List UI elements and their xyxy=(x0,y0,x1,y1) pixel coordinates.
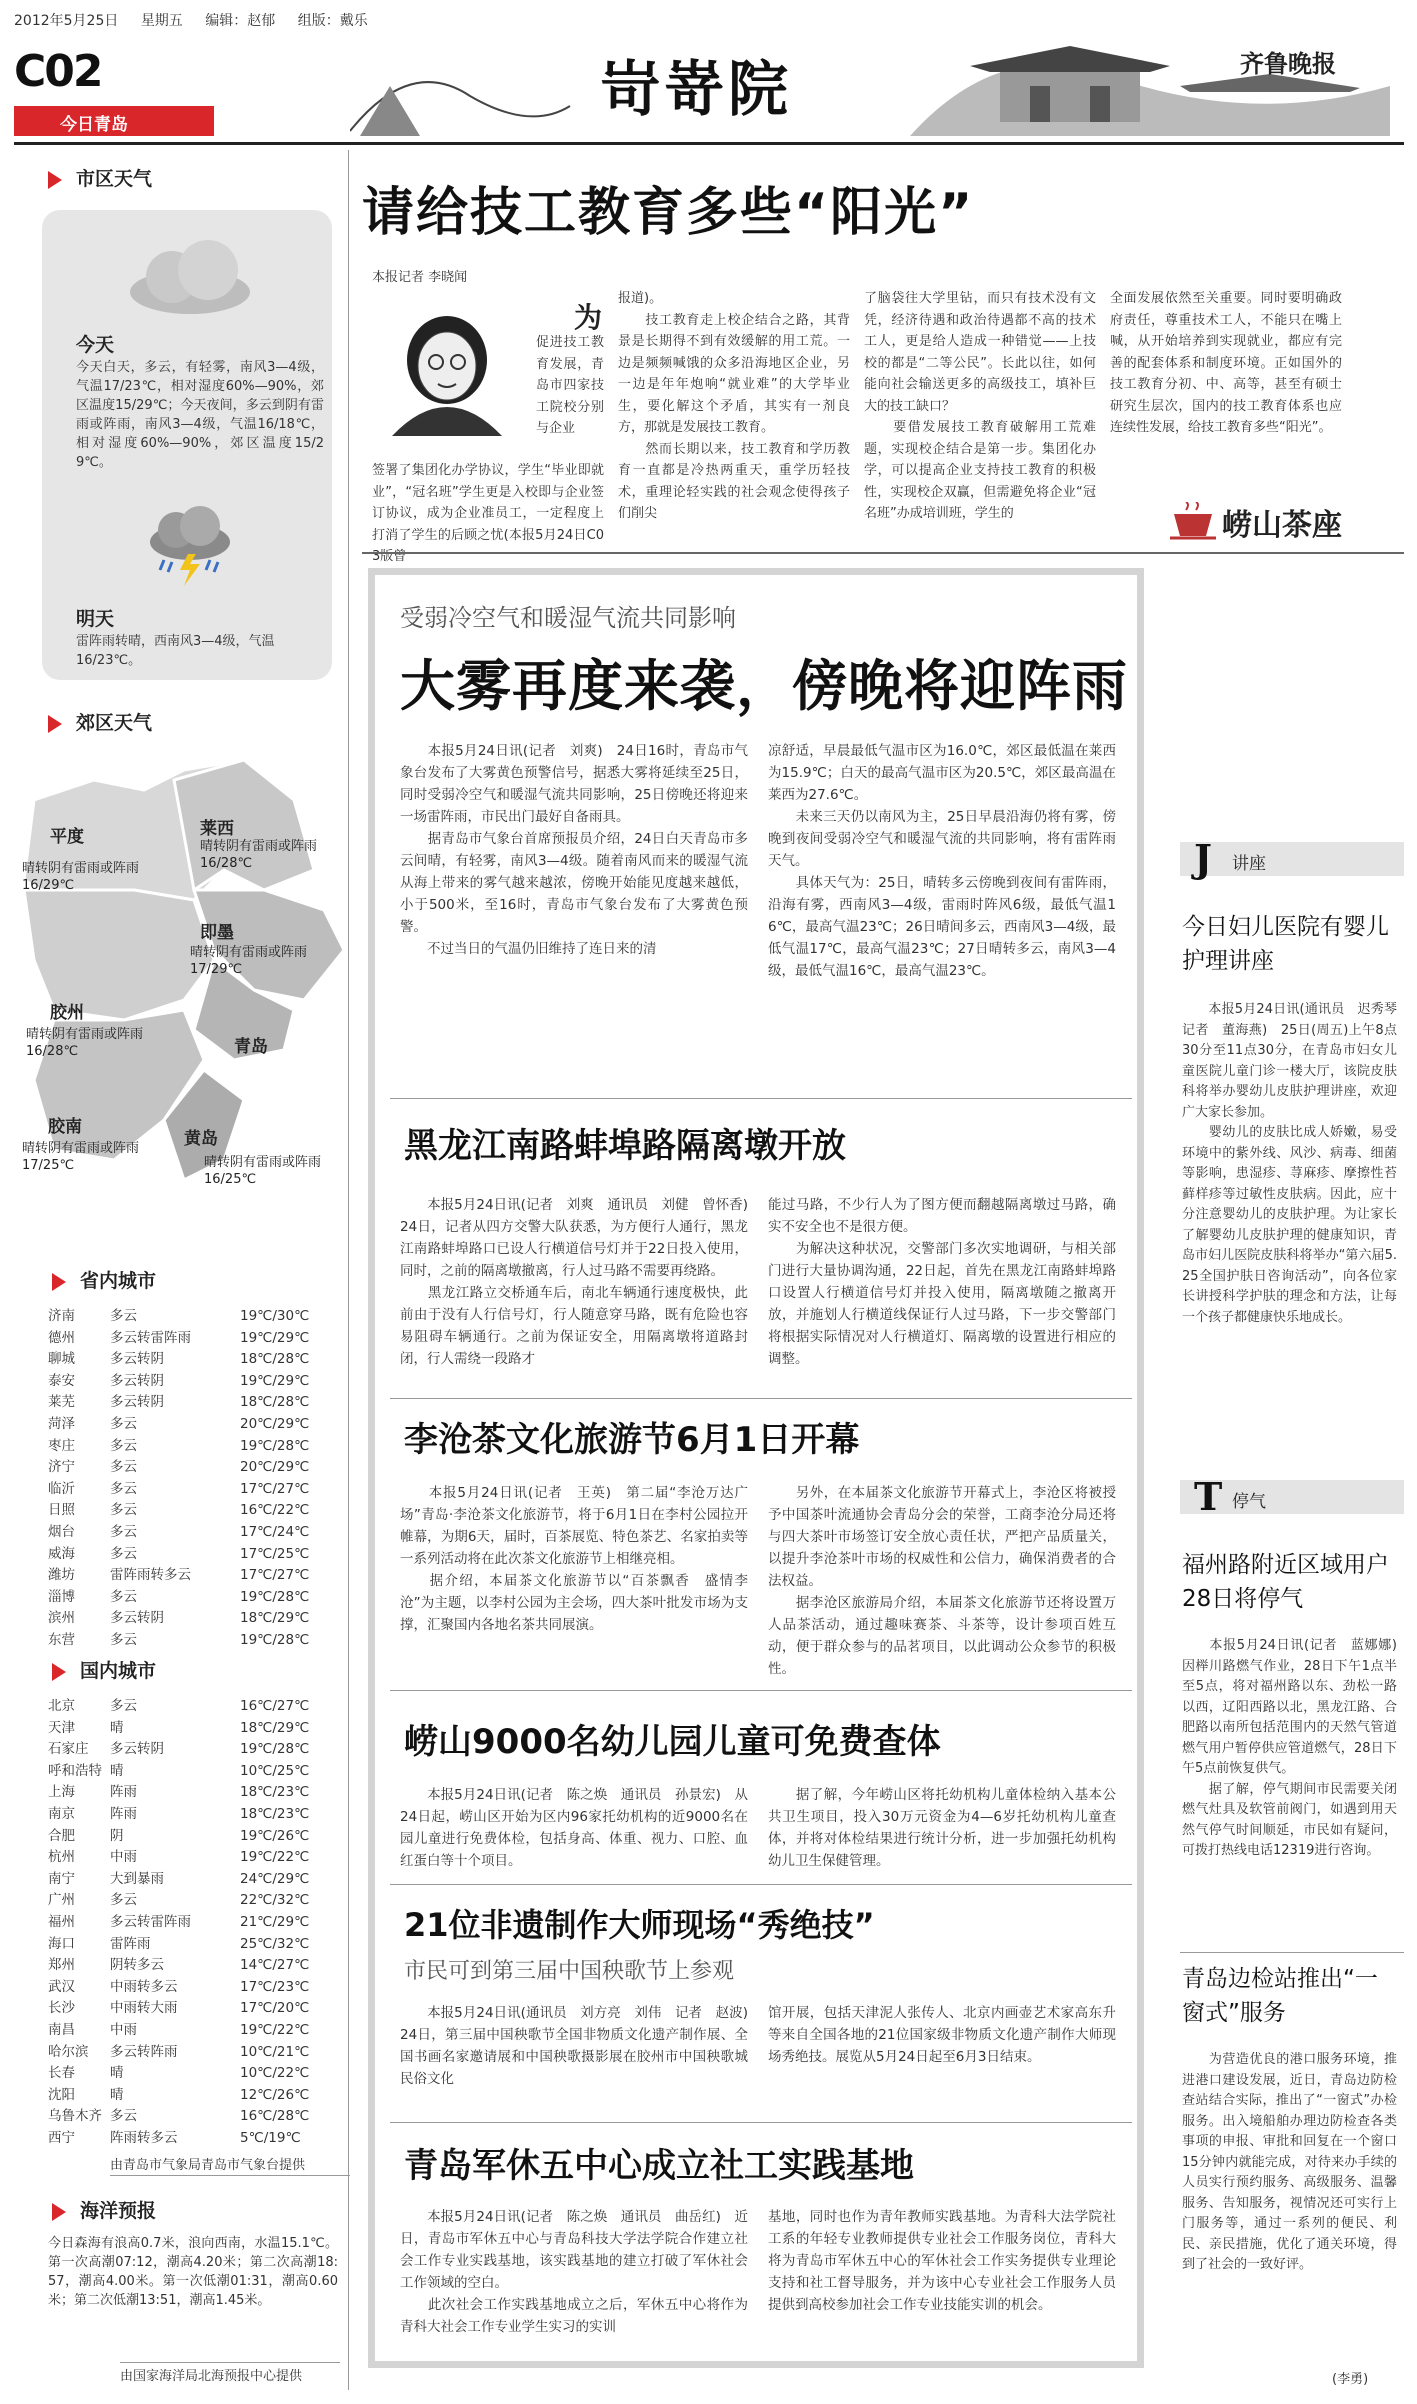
city-weather-row xyxy=(48,1696,338,1718)
city-temperature: 19℃/29℃ xyxy=(240,1329,310,1346)
heritage-subhead: 市民可到第三届中国秧歌节上参观 xyxy=(404,1959,735,1984)
city-name: 聊城 xyxy=(48,1351,75,1368)
city-temperature: 16℃/22℃ xyxy=(240,1502,310,1519)
lead-column-2: 报道)。 技工教育走上校企结合之路，其背景是长期得不到有效缓解的用工荒。一边是频频喊饿的众多沿海地区企业，另一边是年年炮响“就业难”的大学毕业生，要化解这个矛盾，其实有一剂良方，那就是发展技工教育。 然而长期以来，技工教育和学历教育一直都是冷热两重天，重学历轻技术，重理论轻实践的社会观念使得孩子们削尖 xyxy=(618,291,850,521)
city-condition: 多云 xyxy=(110,1892,137,1909)
city-temperature: 17℃/27℃ xyxy=(240,1567,310,1584)
city-temperature: 10℃/25℃ xyxy=(240,1762,310,1779)
reporter-photo xyxy=(372,298,522,436)
map-desc-jiaonan: 晴转阴有雷雨或阵雨 17/25℃ xyxy=(22,1141,140,1173)
city-condition: 多云转阴 xyxy=(110,1351,164,1368)
city-weather-title: 市区天气 xyxy=(48,164,152,191)
arrow-icon xyxy=(52,1663,66,1681)
city-weather-row xyxy=(48,1414,338,1436)
city-weather-row xyxy=(48,1630,338,1652)
city-temperature: 20℃/29℃ xyxy=(240,1459,310,1476)
map-desc-huangdao: 晴转阴有雷雨或阵雨 16/25℃ xyxy=(204,1155,322,1187)
city-name: 乌鲁木齐 xyxy=(48,2108,102,2125)
city-name: 滨州 xyxy=(48,1610,75,1627)
social-column-1: 本报5月24日讯(记者 陈之焕 通讯员 曲岳红) 近日，青岛市军休五中心与青岛科技大学法学院合作建立社会工作专业实践基地，该实践基地的建立打破了军休社会工作领域的空白。 此次社会工作实践基地成立之后，军休五中心将作为青科大社会工作专业学生实习的实训 xyxy=(400,2209,748,2335)
city-condition: 多云 xyxy=(110,1523,137,1540)
city-temperature: 17℃/25℃ xyxy=(240,1545,310,1562)
city-name: 北京 xyxy=(48,1698,75,1714)
city-weather-row xyxy=(48,1436,338,1458)
gas-text: 本报5月24日讯(记者 蓝娜娜) 因榉川路燃气作业，28日下午1点半至5点，将对福州路以东、劲松一路以西，辽阳西路以北，黑龙江路、合肥路以南所包括范围内的天然气管道燃气用户暂停供应管道燃气，28日下午5点前恢复供气。 据了解，停气期间市民需要关闭燃气灶具及软管前阀门，如遇到用天然气停气时间顺延，市民如有疑问，可拨打热线电话12319进行咨询。 xyxy=(1182,1638,1397,1858)
city-condition: 雷阵雨转多云 xyxy=(110,1567,191,1584)
city-temperature: 19℃/22℃ xyxy=(240,1849,310,1866)
city-name: 天津 xyxy=(48,1719,75,1736)
today-forecast: 今天白天，多云，有轻雾，南风3—4级，气温17/23℃，相对湿度60%—90%，郊区温度15/29℃；今天夜间，多云到阴有雷雨或阵雨，南风3—4级，气温16/18℃，相对湿度60%—90%，郊区温度15/29℃。 xyxy=(76,360,324,470)
lecture-text: 本报5月24日讯(通讯员 迟秀琴 记者 董海燕) 25日(周五)上午8点30分至11点30分，在青岛市妇女儿童医院儿童门诊一楼大厅，该院皮肤科将举办婴幼儿皮肤护理讲座，欢迎广大家长参加。 婴幼儿的皮肤比成人娇嫩，易受环境中的紫外线、风沙、病毒、细菌等影响，患湿疹、荨麻疹、摩擦性苔藓样疹等过敏性皮肤病。因此，应十分注意婴幼儿的皮肤护理。为让家长了解婴幼儿皮肤护理的健康知识，青岛市妇儿医院皮肤科将举办“第六届5.25全国护肤日咨询活动”，向各位家长讲授科学护肤的理念和方法，让每一个孩子都健康快乐地成长。 xyxy=(1182,1002,1397,1325)
city-weather-row xyxy=(48,1998,338,2020)
teacup-icon xyxy=(1168,502,1218,542)
heilongjiang-headline: 黑龙江南路蚌埠路隔离墩开放 xyxy=(404,1126,846,1166)
gas-headline: 福州路附近区域用户28日将停气 xyxy=(1182,1552,1389,1612)
arrow-icon xyxy=(52,1273,66,1291)
city-weather-row xyxy=(48,1739,338,1761)
city-weather-row xyxy=(48,1587,338,1609)
city-temperature: 20℃/29℃ xyxy=(240,1415,310,1432)
city-condition: 阴 xyxy=(110,1827,124,1844)
city-temperature: 18℃/23℃ xyxy=(240,1805,310,1822)
city-condition: 阴转多云 xyxy=(110,1957,164,1974)
city-condition: 晴 xyxy=(110,2086,124,2103)
city-name: 郑州 xyxy=(48,1957,75,1974)
city-weather-row xyxy=(48,1977,338,1999)
city-name: 德州 xyxy=(48,1329,75,1346)
ocean-forecast-title: 海洋预报 xyxy=(52,2196,156,2223)
city-temperature: 21℃/29℃ xyxy=(240,1913,310,1930)
fog-headline: 大雾再度来袭，傍晚将迎阵雨 xyxy=(400,654,1129,718)
map-label-huangdao: 黄岛 xyxy=(184,1129,218,1149)
sidebar-divider xyxy=(348,150,349,2390)
city-name: 莱芜 xyxy=(48,1394,75,1411)
tea-column-1: 本报5月24日讯(记者 王英) 第二届“李沧万达广场”青岛·李沧茶文化旅游节，将于6月1日在李村公园拉开帷幕，为期6天，届时，百茶展览、特色茶艺、名家拍卖等一系列活动将在此次茶文化旅游节上相继亮相。 据介绍，本届茶文化旅游节以“百茶飘香 盛情李沧”为主题，以李村公园为主会场，四大茶叶批发市场为支撑，汇聚国内各地名茶共同展演。 xyxy=(400,1485,748,1633)
city-temperature: 18℃/29℃ xyxy=(240,1610,310,1627)
city-name: 合肥 xyxy=(48,1827,75,1844)
city-condition: 阵雨 xyxy=(110,1805,137,1822)
city-name: 济南 xyxy=(48,1308,75,1324)
city-condition: 晴 xyxy=(110,1762,124,1779)
city-weather-row xyxy=(48,2128,338,2150)
city-condition: 多云 xyxy=(110,1437,137,1454)
drop-cap: 为 xyxy=(574,301,603,334)
lecture-headline: 今日妇儿医院有婴儿护理讲座 xyxy=(1182,914,1389,974)
city-weather-row xyxy=(48,1934,338,1956)
page-number: C02 xyxy=(14,46,102,97)
city-temperature: 10℃/22℃ xyxy=(240,2065,310,2082)
kindergarten-headline: 崂山9000名幼儿园儿童可免费查体 xyxy=(404,1722,941,1762)
city-name: 西宁 xyxy=(48,2129,75,2146)
city-name: 呼和浩特 xyxy=(48,1762,102,1779)
city-condition: 中雨 xyxy=(110,1849,137,1866)
city-condition: 多云转阴 xyxy=(110,1741,164,1758)
divider-rule xyxy=(1180,1952,1404,1953)
lecture-tag-label: 讲座 xyxy=(1232,854,1266,874)
city-weather-row xyxy=(48,1392,338,1414)
city-temperature: 19℃/29℃ xyxy=(240,1372,310,1389)
national-credit: 由青岛市气象局青岛市气象台提供 xyxy=(110,2154,350,2176)
city-temperature: 18℃/28℃ xyxy=(240,1351,310,1368)
suburb-weather-title: 郊区天气 xyxy=(48,708,152,735)
national-cities-title: 国内城市 xyxy=(52,1656,156,1683)
map-label-pingdu: 平度 xyxy=(50,827,84,847)
city-weather-row xyxy=(48,2106,338,2128)
city-weather-row xyxy=(48,1608,338,1630)
divider-rule xyxy=(390,1884,1132,1885)
heritage-headline: 21位非遗制作大师现场“秀绝技” xyxy=(404,1906,875,1944)
city-condition: 多云 xyxy=(110,1698,137,1714)
gas-tag-label: 停气 xyxy=(1232,1492,1266,1512)
city-weather-row xyxy=(48,1718,338,1740)
city-condition: 多云转阵雨 xyxy=(110,2043,178,2060)
lead-headline: 请给技工教育多些“阳光” xyxy=(362,183,975,243)
city-temperature: 19℃/28℃ xyxy=(240,1437,310,1454)
city-weather-row xyxy=(48,1306,338,1328)
lead-column-1b: 签署了集团化办学协议，学生“毕业即就业”，“冠名班”学生更是入校即与企业签订协议，成为企业准员工，一定程度上打消了学生的后顾之忧(本报5月24日C03版曾 xyxy=(372,463,604,564)
lead-column-4: 全面发展依然至关重要。同时要明确政府责任，尊重技术工人，不能只在嘴上喊，从开始培养到实现就业，都应有完善的配套体系和制度环境。正如国外的技工教育分初、中、高等，甚至有硕士研究生层次，国内的技工教育体系也应连续性发展，给技工教育多些“阳光”。 xyxy=(1110,291,1342,435)
border-text: 为营造优良的港口服务环境，推进港口建设发展，近日，青岛边防检查站结合实际，推出了“一窗式”办检服务。出入境船舶办理边防检查各类事项的申报、审批和回复在一个窗口15分钟内就能完成，对待来办手续的人员实行预约服务、高级服务、温馨服务、告知服务，视情况还可实行上门服务等，通过一系列的便民、利民、亲民措施，优化了通关环境，得到了社会的一致好评。 xyxy=(1182,2052,1397,2272)
social-column-2: 基地，同时也作为青年教师实践基地。为青科大法学院社工系的年轻专业教师提供专业社会工作服务岗位，青科大将为青岛市军休五中心的军休社会工作实务提供专业理论支持和社工督导服务，并为该中心专业社会工作服务人员提供到高校参加社会工作专业技能实训的机会。 xyxy=(768,2209,1116,2313)
heilongjiang-column-2: 能过马路，不少行人为了图方便而翻越隔离墩过马路，确实不安全也不是很方便。 为解决这种状况，交警部门多次实地调研，与相关部门进行大量协调沟通，22日起，首先在黑龙江南路蚌埠路口设置人行横道信号灯并投入使用，隔离墩随之撤离开放，并施划人行横道线保证行人过马路，下一步交警部门将根据实际情况对人行横道灯、隔离墩的设置进行相应的调整。 xyxy=(768,1197,1116,1367)
cloudy-icon xyxy=(120,222,260,322)
issue-weekday: 星期五 xyxy=(140,13,183,29)
city-name: 东营 xyxy=(48,1631,75,1648)
city-condition: 多云 xyxy=(110,1459,137,1476)
layout-credit: 组版：戴乐 xyxy=(297,13,368,29)
city-weather-row xyxy=(48,1500,338,1522)
city-condition: 多云转阴 xyxy=(110,1372,164,1389)
city-condition: 多云转雷阵雨 xyxy=(110,1329,191,1346)
lead-byline: 本报记者 李晓闻 xyxy=(372,270,468,285)
section-banner xyxy=(14,106,214,136)
map-desc-pingdu: 晴转阴有雷雨或阵雨 16/29℃ xyxy=(22,861,140,893)
city-temperature: 10℃/21℃ xyxy=(240,2043,310,2060)
ocean-credit: 由国家海洋局北海预报中心提供 xyxy=(120,2362,340,2384)
city-weather-row xyxy=(48,1912,338,1934)
city-temperature: 14℃/27℃ xyxy=(240,1957,310,1974)
heritage-column-1: 本报5月24日讯(通讯员 刘方亮 刘伟 记者 赵波) 24日，第三届中国秧歌节全国非物质文化遗产制作展、全国书画名家邀请展和中国秧歌摄影展在胶州市中国秧歌城民俗文化 xyxy=(400,2005,762,2087)
city-weather-row xyxy=(48,1826,338,1848)
city-name: 武汉 xyxy=(48,1978,75,1995)
city-temperature: 22℃/32℃ xyxy=(240,1892,310,1909)
province-cities-table xyxy=(48,1306,338,1652)
city-weather-row xyxy=(48,2042,338,2064)
city-name: 福州 xyxy=(48,1913,75,1930)
city-name: 威海 xyxy=(48,1545,75,1562)
map-desc-jimo: 晴转阴有雷雨或阵雨 17/29℃ xyxy=(190,945,308,977)
city-name: 南昌 xyxy=(48,2021,75,2038)
city-condition: 大到暴雨 xyxy=(110,1870,164,1887)
city-temperature: 19℃/28℃ xyxy=(240,1741,310,1758)
border-author: (李勇) xyxy=(1332,2372,1369,2387)
city-weather-row xyxy=(48,1522,338,1544)
heritage-column-2: 馆开展，包括天津泥人张传人、北京内画壶艺术家高东升等来自全国各地的21位国家级非物质文化遗产制作大师现场秀绝技。展览从5月24日起至6月3日结束。 xyxy=(768,2005,1116,2065)
city-temperature: 16℃/27℃ xyxy=(240,1698,310,1714)
city-name: 上海 xyxy=(48,1784,75,1801)
social-headline: 青岛军休五中心成立社工实践基地 xyxy=(404,2146,914,2186)
divider-rule xyxy=(390,2122,1132,2123)
arrow-icon xyxy=(48,715,62,733)
city-condition: 阵雨 xyxy=(110,1784,137,1801)
city-name: 哈尔滨 xyxy=(48,2043,89,2060)
issue-date: 2012年5月25日 xyxy=(14,13,119,29)
city-condition: 阵雨转多云 xyxy=(110,2129,178,2146)
city-temperature: 17℃/27℃ xyxy=(240,1480,310,1497)
column-seal: 崂山茶座 xyxy=(1222,508,1342,543)
city-name: 济宁 xyxy=(48,1459,75,1476)
city-name: 泰安 xyxy=(48,1372,75,1389)
city-name: 潍坊 xyxy=(48,1567,75,1584)
arrow-icon xyxy=(52,2203,66,2221)
divider-rule xyxy=(390,1098,1132,1099)
city-weather-row xyxy=(48,1869,338,1891)
city-condition: 多云 xyxy=(110,1545,137,1562)
paper-name: 齐鲁晚报 xyxy=(1240,49,1336,78)
city-weather-row xyxy=(48,1804,338,1826)
city-weather-row xyxy=(48,2085,338,2107)
city-name: 广州 xyxy=(48,1892,75,1909)
tomorrow-forecast: 雷阵雨转晴，西南风3—4级，气温16/23℃。 xyxy=(76,634,275,668)
kindergarten-column-2: 据了解，今年崂山区将托幼机构儿童体检纳入基本公共卫生项目，投入30万元资金为4—6岁托幼机构儿童查体，并将对体检结果进行统计分析，进一步加强托幼机构幼儿卫生保健管理。 xyxy=(768,1787,1116,1869)
city-condition: 多云 xyxy=(110,1480,137,1497)
city-condition: 晴 xyxy=(110,1719,124,1736)
city-name: 长春 xyxy=(48,2065,75,2082)
divider-rule xyxy=(390,1398,1132,1399)
city-temperature: 12℃/26℃ xyxy=(240,2086,310,2103)
city-temperature: 19℃/28℃ xyxy=(240,1631,310,1648)
city-name: 南京 xyxy=(48,1805,75,1822)
city-weather-row xyxy=(48,2063,338,2085)
city-temperature: 17℃/20℃ xyxy=(240,2000,310,2017)
lead-column-1a: 促进技工教育发展，青岛市四家技工院校分别与企业 xyxy=(536,335,604,436)
heilongjiang-column-1: 本报5月24日讯(记者 刘爽 通讯员 刘健 曾怀香) 24日，记者从四方交警大队获悉，为方便行人通行，黑龙江南路蚌埠路口已设人行横道信号灯并于22日投入使用，同时，之前的隔离墩撤离，行人过马路不需要再绕路。 黑龙江路立交桥通车后，南北车辆通行速度极快，此前由于没有人行信号灯，行人随意穿马路，既有危险也容易阻碍车辆通行。之前为保证安全，用隔离墩将道路封闭，行人需绕一段路才 xyxy=(400,1197,748,1367)
city-condition: 晴 xyxy=(110,2065,124,2082)
lead-column-3: 了脑袋往大学里钻，而只有技术没有文凭，经济待遇和政治待遇都不高的技术工人，更是给人造成一种错觉——上技校的都是“二等公民”。长此以往，如何能向社会输送更多的高级技工，填补巨大的技工缺口？ 要借发展技工教育破解用工荒难题，实现校企结合是第一步。集团化办学，可以提高企业支持技工教育的积极性，实现校企双赢，但需避免将企业“冠名班”办成培训班，学生的 xyxy=(864,291,1096,521)
city-condition: 多云 xyxy=(110,2108,137,2125)
city-name: 长沙 xyxy=(48,2000,75,2017)
tea-headline: 李沧茶文化旅游节6月1日开幕 xyxy=(404,1420,860,1460)
city-temperature: 19℃/26℃ xyxy=(240,1827,310,1844)
city-name: 菏泽 xyxy=(48,1415,75,1432)
section-name: 今日青岛 xyxy=(60,115,128,135)
city-weather-row xyxy=(48,1371,338,1393)
map-desc-laixi: 晴转阴有雷雨或阵雨 16/28℃ xyxy=(200,839,318,871)
city-weather-row xyxy=(48,1761,338,1783)
lead-bottom-rule xyxy=(362,552,1404,554)
fog-column-2: 凉舒适，早晨最低气温市区为16.0℃，郊区最低温在莱西为15.9℃；白天的最高气温市区为20.5℃，郊区最高温在莱西为27.6℃。 未来三天仍以南风为主，25日早晨沿海仍将有雾，傍晚到夜间受弱冷空气和暖湿气流的共同影响，将有雷阵雨天气。 具体天气为：25日，晴转多云傍晚到夜间有雷阵雨，沿海有雾，西南风3—4级，雷雨时阵风6级，最低气温16℃，最高气温23℃；26日晴间多云，西南风3—4级，最低气温17℃，最高气温23℃；27日晴转多云，南风3—4级，最低气温16℃，最高气温23℃。 xyxy=(768,743,1116,979)
city-condition: 多云转雷阵雨 xyxy=(110,1913,191,1930)
kindergarten-column-1: 本报5月24日讯(记者 陈之焕 通讯员 孙景宏) 从24日起，崂山区开始为区内96家托幼机构的近9000名在园儿童进行免费体检，包括身高、体重、视力、口腔、血红蛋白等十个项目。 xyxy=(400,1787,748,1869)
city-weather-row xyxy=(48,1544,338,1566)
city-temperature: 19℃/28℃ xyxy=(240,1588,310,1605)
map-label-jiaozhou: 胶州 xyxy=(50,1003,84,1023)
masthead-info xyxy=(14,10,368,30)
city-name: 临沂 xyxy=(48,1480,75,1497)
city-weather-row xyxy=(48,1890,338,1912)
lecture-tag-letter: J xyxy=(1194,836,1212,881)
city-temperature: 18℃/28℃ xyxy=(240,1394,310,1411)
city-temperature: 17℃/24℃ xyxy=(240,1523,310,1540)
thunderstorm-icon xyxy=(140,500,240,590)
city-name: 枣庄 xyxy=(48,1437,75,1454)
map-label-jimo: 即墨 xyxy=(200,923,234,943)
province-cities-title: 省内城市 xyxy=(52,1266,156,1293)
lecture-tag-bar xyxy=(1180,836,1404,881)
city-condition: 多云 xyxy=(110,1415,137,1432)
city-temperature: 18℃/23℃ xyxy=(240,1784,310,1801)
city-temperature: 24℃/29℃ xyxy=(240,1870,310,1887)
city-name: 石家庄 xyxy=(48,1741,89,1758)
city-weather-row xyxy=(48,1847,338,1869)
ocean-forecast-text: 今日森海有浪高0.7米，浪向西南，水温15.1℃。第一次高潮07:12，潮高4.20米；第二次高潮18:57，潮高4.00米。第一次低潮01:31，潮高0.60米；第二次低潮13:51，潮高1.45米。 xyxy=(48,2236,338,2308)
city-temperature: 17℃/23℃ xyxy=(240,1978,310,1995)
tea-column-2: 另外，在本届茶文化旅游节开幕式上，李沧区将被授予中国茶叶流通协会青岛分会的荣誉，工商李沧分局还将与四大茶叶市场签订安全放心责任状，严把产品质量关，以提升李沧茶叶市场的权威性和公信力，确保消费者的合法权益。 据李沧区旅游局介绍，本届茶文化旅游节还将设置万人品茶活动，通过趣味赛茶、斗茶等，设计参项百姓互动，便于群众参与的品茗项目，以此调动公众参节的积极性。 xyxy=(768,1485,1116,1677)
city-name: 日照 xyxy=(48,1502,75,1519)
tomorrow-label: 明天 xyxy=(76,608,115,630)
city-condition: 多云 xyxy=(110,1588,137,1605)
city-weather-row xyxy=(48,1782,338,1804)
city-condition: 雷阵雨 xyxy=(110,1935,151,1952)
fog-subhead: 受弱冷空气和暖湿气流共同影响 xyxy=(400,604,736,632)
city-name: 杭州 xyxy=(48,1849,75,1866)
city-condition: 中雨转多云 xyxy=(110,1978,178,1995)
city-temperature: 19℃/22℃ xyxy=(240,2021,310,2038)
city-weather-row xyxy=(48,1955,338,1977)
masthead-rule xyxy=(14,142,1404,145)
gas-tag-bar xyxy=(1180,1474,1404,1519)
border-headline: 青岛边检站推出“一窗式”服务 xyxy=(1182,1966,1378,2026)
city-weather-row xyxy=(48,1457,338,1479)
city-condition: 多云转阴 xyxy=(110,1394,164,1411)
city-name: 淄博 xyxy=(48,1588,75,1605)
map-label-laixi: 莱西 xyxy=(200,819,234,839)
city-weather-row xyxy=(48,1349,338,1371)
arrow-icon xyxy=(48,171,62,189)
map-label-jiaonan: 胶南 xyxy=(48,1117,82,1137)
city-temperature: 16℃/28℃ xyxy=(240,2108,310,2125)
city-weather-row xyxy=(48,1328,338,1350)
gas-tag-letter: T xyxy=(1194,1474,1223,1519)
fog-column-1: 本报5月24日讯(记者 刘爽) 24日16时，青岛市气象台发布了大雾黄色预警信号，据悉大雾将延续至25日，同时受弱冷空气和暖湿气流共同影响，25日傍晚还将迎来一场雷阵雨，市民出门最好自备雨具。 据青岛市气象台首席预报员介绍，24日白天青岛市多云间晴，有轻雾，南风3—4级。随着南风而来的暖湿气流从海上带来的雾气越来越浓，傍晚开始能见度越来越低，小于500米，至16时，青岛市气象台发布了大雾黄色预警。 不过当日的气温仍旧维持了连日来的清 xyxy=(400,743,748,957)
city-condition: 多云 xyxy=(110,1631,137,1648)
city-condition: 多云 xyxy=(110,1502,137,1519)
divider-rule xyxy=(390,1690,1132,1691)
map-desc-jiaozhou: 晴转阴有雷雨或阵雨 16/28℃ xyxy=(26,1027,144,1059)
city-condition: 多云 xyxy=(110,1308,137,1324)
city-temperature: 5℃/19℃ xyxy=(240,2129,301,2146)
city-condition: 多云转阴 xyxy=(110,1610,164,1627)
city-name: 沈阳 xyxy=(48,2086,75,2103)
city-name: 海口 xyxy=(48,1935,75,1952)
city-temperature: 19℃/30℃ xyxy=(240,1308,310,1324)
city-weather-row xyxy=(48,1479,338,1501)
today-label: 今天 xyxy=(76,334,115,356)
city-temperature: 18℃/29℃ xyxy=(240,1719,310,1736)
column-title: 岢嵜院 xyxy=(600,55,792,125)
city-name: 南宁 xyxy=(48,1870,75,1887)
map-label-qingdao: 青岛 xyxy=(234,1037,268,1057)
national-cities-table xyxy=(48,1696,338,2149)
city-condition: 中雨转大雨 xyxy=(110,2000,178,2017)
editor-credit: 编辑：赵郁 xyxy=(205,13,276,29)
city-temperature: 25℃/32℃ xyxy=(240,1935,310,1952)
city-weather-row xyxy=(48,2020,338,2042)
city-name: 烟台 xyxy=(48,1523,75,1540)
city-weather-row xyxy=(48,1565,338,1587)
city-condition: 中雨 xyxy=(110,2021,137,2038)
